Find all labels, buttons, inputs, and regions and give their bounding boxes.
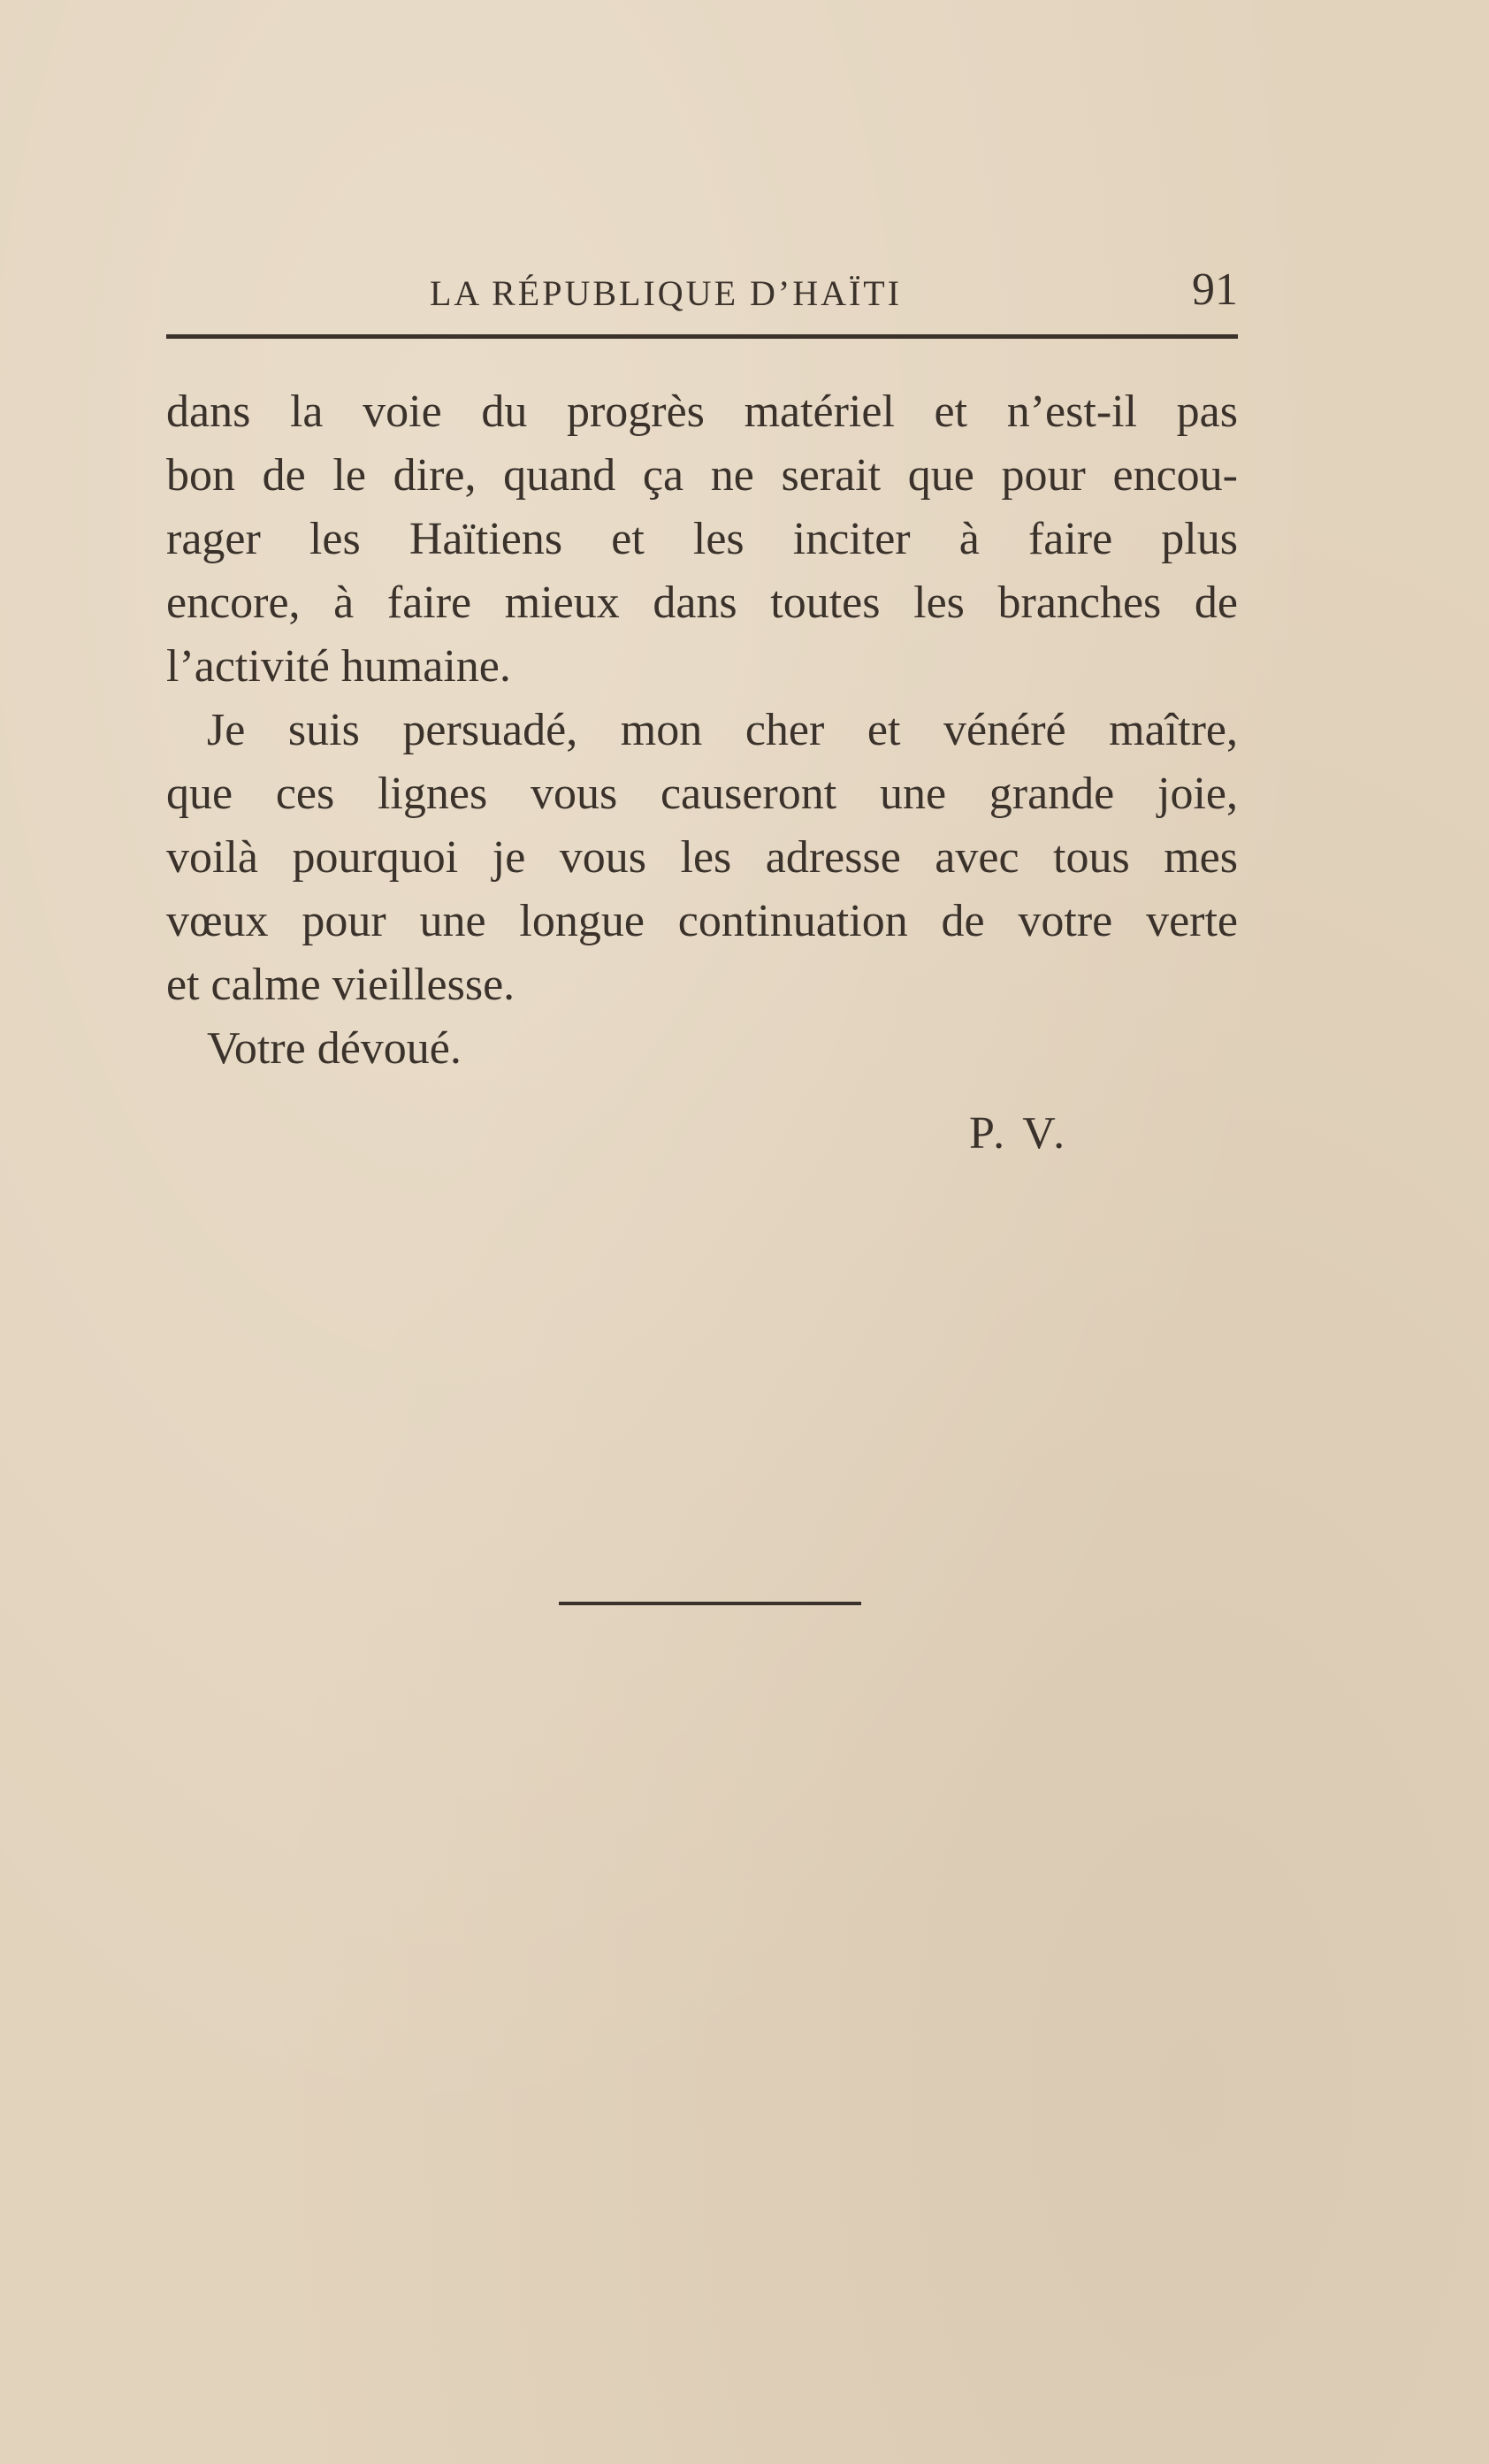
- text-line: que ces lignes vous causeront une grande joie,: [166, 769, 1238, 819]
- text-line: voilà pourquoi je vous les adresse avec tous mes: [166, 832, 1238, 883]
- text-line: Je suis persuadé, mon cher et vénéré maître,: [207, 705, 1238, 755]
- running-title: LA RÉPUBLIQUE D’HAÏTI: [430, 273, 903, 313]
- closing-line: Votre dévoué.: [207, 1023, 462, 1074]
- running-head: [166, 262, 1238, 333]
- text-line: bon de le dire, quand ça ne serait que pour encou-: [166, 450, 1238, 501]
- text-line: vœux pour une longue continuation de votre verte: [166, 896, 1238, 946]
- signature: P. V.: [969, 1108, 1069, 1159]
- header-rule: [166, 334, 1238, 339]
- text-line: l’activité humaine.: [166, 641, 511, 692]
- page-number: 91: [1192, 264, 1238, 315]
- end-rule: [559, 1602, 861, 1605]
- body-text: [166, 380, 1238, 1081]
- text-line: rager les Haïtiens et les inciter à faire plus: [166, 514, 1238, 564]
- text-line: encore, à faire mieux dans toutes les branches de: [166, 578, 1238, 628]
- text-line: dans la voie du progrès matériel et n’est-il pas: [166, 386, 1238, 437]
- text-line: et calme vieillesse.: [166, 960, 515, 1010]
